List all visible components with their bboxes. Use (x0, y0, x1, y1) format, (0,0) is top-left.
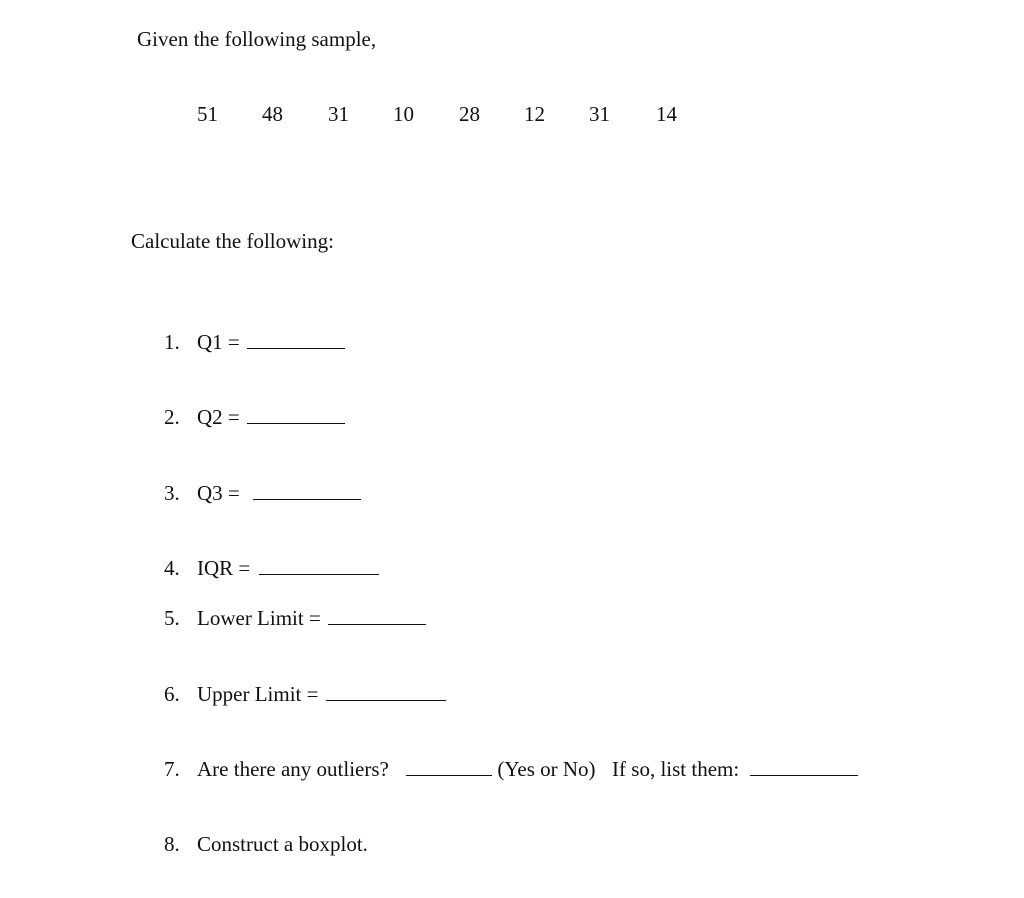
question-number: 4. (164, 556, 180, 580)
sample-value: 28 (459, 102, 480, 126)
answer-blank-q3[interactable] (253, 481, 361, 500)
question-number: 7. (164, 757, 180, 781)
answer-blank-lower-limit[interactable] (328, 606, 426, 625)
answer-blank-q1[interactable] (247, 330, 345, 349)
sample-value: 14 (656, 102, 677, 126)
question-6 (164, 682, 984, 706)
question-label: Are there any outliers? (197, 757, 389, 781)
sample-value: 51 (197, 102, 218, 126)
yes-no-hint: (Yes or No) (497, 757, 596, 781)
answer-blank-outliers-yes-no[interactable] (406, 757, 492, 776)
question-1 (164, 330, 984, 354)
answer-blank-q2[interactable] (247, 405, 345, 424)
question-label: Lower Limit = (197, 606, 321, 630)
sample-value: 48 (262, 102, 283, 126)
question-7 (164, 757, 984, 781)
question-5 (164, 606, 984, 630)
answer-blank-outliers-list[interactable] (750, 757, 858, 776)
sample-values (0, 104, 1024, 128)
question-number: 5. (164, 606, 180, 630)
question-label: IQR = (197, 556, 251, 580)
sample-value: 12 (524, 102, 545, 126)
question-label: Q2 = (197, 405, 240, 429)
list-outliers-label: If so, list them: (612, 757, 740, 781)
question-label: Q1 = (197, 330, 240, 354)
answer-blank-upper-limit[interactable] (326, 682, 446, 701)
instruction-text: Calculate the following: (131, 229, 334, 253)
question-4 (164, 556, 984, 580)
question-3 (164, 481, 984, 505)
sample-value: 31 (328, 102, 349, 126)
question-label: Construct a boxplot. (197, 832, 368, 856)
question-number: 1. (164, 330, 180, 354)
question-8 (164, 832, 984, 856)
answer-blank-iqr[interactable] (259, 556, 379, 575)
question-label: Upper Limit = (197, 682, 319, 706)
question-number: 8. (164, 832, 180, 856)
sample-value: 10 (393, 102, 414, 126)
question-number: 3. (164, 481, 180, 505)
question-label: Q3 = (197, 481, 240, 505)
sample-value: 31 (589, 102, 610, 126)
question-number: 6. (164, 682, 180, 706)
intro-text: Given the following sample, (137, 27, 377, 51)
question-2 (164, 405, 984, 429)
question-number: 2. (164, 405, 180, 429)
